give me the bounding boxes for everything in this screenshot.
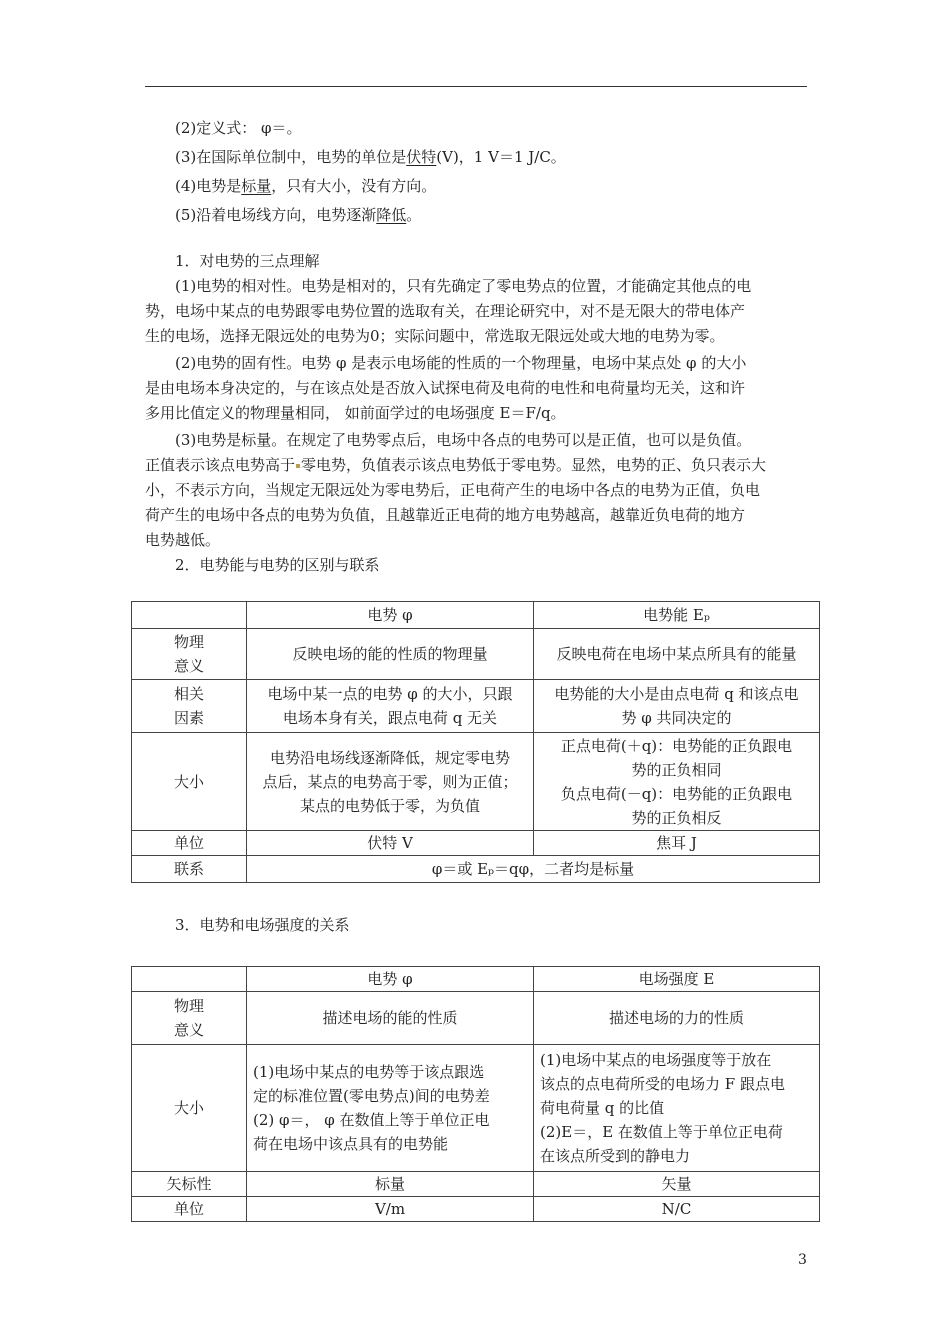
para-3-line: 正值表示该点电势高于 零电势，负值表示该点电势低于零电势。显然，电势的正、负只表示大 bbox=[145, 456, 767, 474]
table-row bbox=[132, 831, 820, 856]
table-cell: 描述电场的力的性质 bbox=[534, 992, 820, 1045]
table-cell: 矢量 bbox=[534, 1172, 820, 1197]
table-corner-cell bbox=[132, 967, 247, 992]
table-cell: 电场中某一点的电势 φ 的大小，只跟 电场本身有关，跟点电荷 q 无关 bbox=[247, 680, 534, 733]
table-cell: 正点电荷(＋q)：电势能的正负跟电 势的正负相同 负点电荷(－q)：电势能的正负跟电 势的正负相反 bbox=[534, 733, 820, 831]
para-2-line: (2)电势的固有性。电势 φ 是表示电场能的性质的一个物理量，电场中某点处 φ 的大小 bbox=[175, 354, 747, 372]
table-row bbox=[132, 1197, 820, 1222]
row-label: 大小 bbox=[132, 733, 247, 831]
para-1-line: 生的电场，选择无限远处的电势为0；实际问题中，常选取无限远处或大地的电势为零。 bbox=[145, 327, 725, 345]
def-item-4: (4)电势是标量，只有大小，没有方向。 bbox=[175, 177, 437, 195]
table-row bbox=[132, 733, 820, 831]
para-3-line: 小，不表示方向，当规定无限远处为零电势后，正电荷产生的电场中各点的电势为正值，负电 bbox=[145, 481, 761, 499]
potential-energy-table bbox=[131, 601, 820, 883]
potential-field-table bbox=[131, 966, 820, 1222]
table-row bbox=[132, 629, 820, 680]
table-cell: (1)电场中某点的电势等于该点跟选 定的标准位置(零电势点)间的电势差 (2) φ＝， φ 在数值上等于单位正电 荷在电场中该点具有的电势能 bbox=[247, 1045, 534, 1172]
table-cell: V/m bbox=[247, 1197, 534, 1222]
table-row bbox=[132, 680, 820, 733]
row-label: 物理 意义 bbox=[132, 629, 247, 680]
header-cell: 电场强度 E bbox=[534, 967, 820, 992]
header-rule bbox=[145, 86, 807, 87]
table-cell: N/C bbox=[534, 1197, 820, 1222]
row-label: 相关 因素 bbox=[132, 680, 247, 733]
table-cell: φ＝或 Eₚ＝qφ，二者均是标量 bbox=[247, 856, 820, 883]
page-number: 3 bbox=[798, 1252, 807, 1268]
table-cell: 标量 bbox=[247, 1172, 534, 1197]
header-cell: 电势 φ bbox=[247, 602, 534, 629]
row-label: 单位 bbox=[132, 1197, 247, 1222]
table-cell: 伏特 V bbox=[247, 831, 534, 856]
table-cell: (1)电场中某点的电场强度等于放在 该点的点电荷所受的电场力 F 跟点电 荷电荷量 q 的比值 (2)E＝，E 在数值上等于单位正电荷 在该点所受到的静电力 bbox=[534, 1045, 820, 1172]
table-row bbox=[132, 992, 820, 1045]
section-2-heading: 2．电势能与电势的区别与联系 bbox=[175, 556, 380, 574]
header-cell: 电势能 Eₚ bbox=[534, 602, 820, 629]
def-item-2: (2)定义式： φ＝。 bbox=[175, 119, 302, 137]
decorative-dot-mark bbox=[296, 464, 300, 468]
para-3-line: 电势越低。 bbox=[145, 531, 221, 549]
para-3-line: (3)电势是标量。在规定了电势零点后，电场中各点的电势可以是正值，也可以是负值。 bbox=[175, 431, 752, 449]
para-1-line: (1)电势的相对性。电势是相对的，只有先确定了零电势点的位置，才能确定其他点的电 bbox=[175, 277, 752, 295]
table-cell: 电势沿电场线逐渐降低，规定零电势 点后，某点的电势高于零，则为正值； 某点的电势低于零，为负值 bbox=[247, 733, 534, 831]
para-2-line: 是由电场本身决定的，与在该点处是否放入试探电荷及电荷的电性和电荷量均无关，这和许 bbox=[145, 379, 746, 397]
def-item-3: (3)在国际单位制中，电势的单位是伏特(V)，1 V＝1 J/C。 bbox=[175, 148, 566, 166]
table-row bbox=[132, 1172, 820, 1197]
row-label: 矢标性 bbox=[132, 1172, 247, 1197]
row-label: 单位 bbox=[132, 831, 247, 856]
section-1-heading: 1．对电势的三点理解 bbox=[175, 252, 320, 270]
para-1-line: 势，电场中某点的电势跟零电势位置的选取有关，在理论研究中，对不是无限大的带电体产 bbox=[145, 302, 746, 320]
table-cell: 电势能的大小是由点电荷 q 和该点电 势 φ 共同决定的 bbox=[534, 680, 820, 733]
table-cell: 反映电荷在电场中某点所具有的能量 bbox=[534, 629, 820, 680]
table-corner-cell bbox=[132, 602, 247, 629]
def-item-5: (5)沿着电场线方向，电势逐渐降低。 bbox=[175, 206, 422, 224]
table-row bbox=[132, 1045, 820, 1172]
table-row bbox=[132, 856, 820, 883]
table-header-row bbox=[132, 967, 820, 992]
row-label: 大小 bbox=[132, 1045, 247, 1172]
header-cell: 电势 φ bbox=[247, 967, 534, 992]
table-cell: 反映电场的能的性质的物理量 bbox=[247, 629, 534, 680]
row-label: 联系 bbox=[132, 856, 247, 883]
para-3-line: 荷产生的电场中各点的电势为负值，且越靠近正电荷的地方电势越高，越靠近负电荷的地方 bbox=[145, 506, 746, 524]
table-header-row bbox=[132, 602, 820, 629]
table-cell: 焦耳 J bbox=[534, 831, 820, 856]
row-label: 物理 意义 bbox=[132, 992, 247, 1045]
table-cell: 描述电场的能的性质 bbox=[247, 992, 534, 1045]
para-2-line: 多用比值定义的物理量相同， 如前面学过的电场强度 E＝F/q。 bbox=[145, 404, 566, 422]
section-3-heading: 3．电势和电场强度的关系 bbox=[175, 916, 350, 934]
